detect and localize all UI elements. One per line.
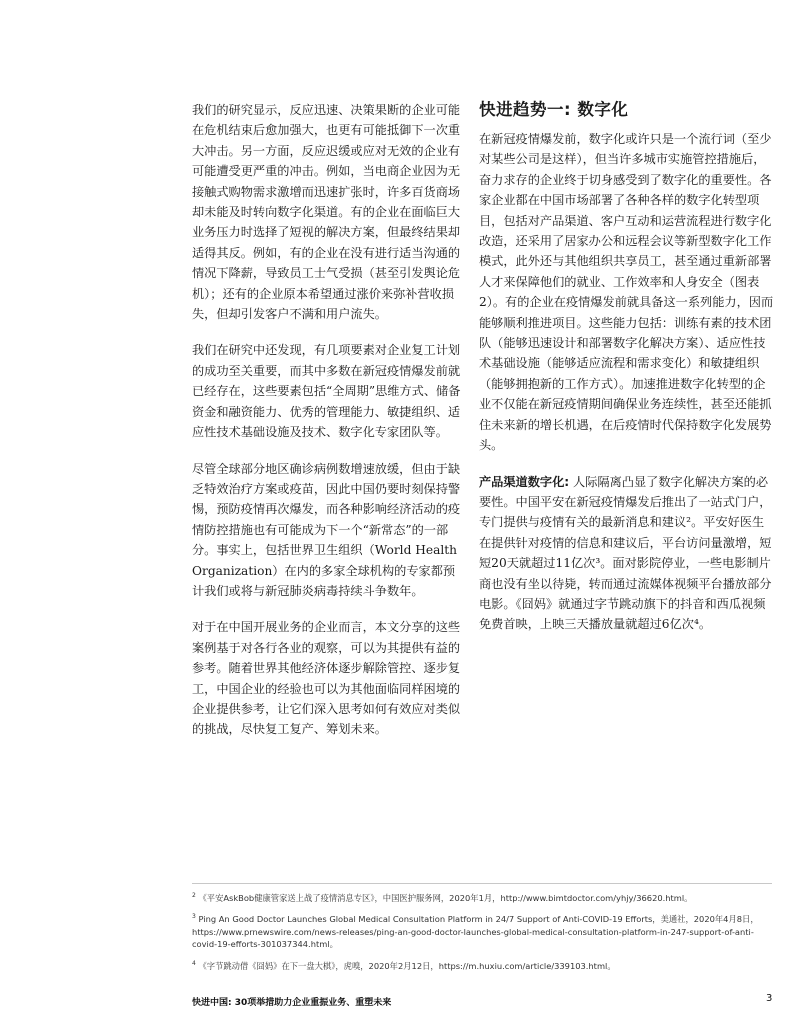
footnote-mark: 3 [192,913,196,921]
left-paragraph-2: 我们在研究中还发现，有几项要素对企业复工计划的成功至关重要，而其中多数在新冠疫情爆发前就已经存在，这些要素包括“全周期”思维方式、储备资金和融资能力、优秀的管理能力、敏捷组织、适应性技术基础设施及技术、数字化专家团队等。 [192,343,461,440]
paragraph-lead-label: 产品渠道数字化: [479,474,570,489]
footnote-text: Ping An Good Doctor Launches Global Medical Consultation Platform in 24/7 Support of Anti-COVID-19 Efforts，美通社，2020年4月8日，https://www.prnewswire.com/news-releases/ping-an-good-doctor-launches-global-medical-consultation-platform-in-247-support-of-anti-covid-19-efforts-301037344.html。 [192,914,759,950]
footnotes [192,883,772,979]
left-paragraph-4: 对于在中国开展业务的企业而言，本文分享的这些案例基于对各行各业的观察，可以为其提供有益的参考。随着世界其他经济体逐步解除管控、逐步复工，中国企业的经验也可以为其他面临同样困境的企业提供参考，让它们深入思考如何有效应对类似的挑战，尽快复工复产、筹划未来。 [192,620,461,737]
footnote-3 [192,911,772,950]
footnote-2 [192,890,772,904]
section-heading: 快进趋势一: 数字化 [479,100,629,119]
footer-title: 快进中国: 30项举措助力企业重振业务、重塑未来 [192,998,392,1008]
left-column [192,100,464,756]
left-paragraph-1: 我们的研究显示，反应迅速、决策果断的企业可能在危机结束后愈加强大，也更有可能抵御下一次重大冲击。另一方面，反应迟缓或应对无效的企业有可能遭受更严重的冲击。例如，当电商企业因为无接触式购物需求激增而迅速扩张时，许多百货商场却未能及时转向数字化渠道。有的企业在面临巨大业务压力时选择了短视的解决方案，但最终结果却适得其反。例如，有的企业在没有进行适当沟通的情况下降薪，导致员工士气受损（甚至引发舆论危机）；还有的企业原本希望通过涨价来弥补营收损失，但却引发客户不满和用户流失。 [192,103,461,322]
paragraph-body: 人际隔离凸显了数字化解决方案的必要性。中国平安在新冠疫情爆发后推出了一站式门户，专门提供与疫情有关的最新消息和建议²。平安好医生在提供针对疫情的信息和建议后，平台访问量激增，短短20天就超过11亿次³。面对影院停业，一些电影制片商也没有坐以待毙，转而通过流媒体视频平台播放部分电影。《囧妈》就通过字节跳动旗下的抖音和西瓜视频免费首映，上映三天播放量就超过6亿次⁴。 [479,474,772,632]
footnote-text: 《平安AskBob健康管家送上战了疫情消息专区》，中国医护服务网，2020年1月，http://www.bimtdoctor.com/yhjy/36620.html。 [198,892,693,903]
footnote-4 [192,958,772,972]
right-column [479,100,775,651]
page-number: 3 [766,993,773,1004]
footnote-mark: 4 [192,959,196,967]
footnote-mark: 2 [192,892,196,899]
left-paragraph-3: 尽管全球部分地区确诊病例数增速放缓，但由于缺乏特效治疗方案或疫苗，因此中国仍要时刻保持警惕，预防疫情再次爆发，而各种影响经济活动的疫情防控措施也有可能成为下一个“新常态”的一部分。事实上，包括世界卫生组织（World Health Organization）在内的多家全球机构的专家都预计我们或将与新冠肺炎病毒持续斗争数年。 [192,461,461,598]
right-paragraph-2 [479,472,775,635]
right-paragraph-1: 在新冠疫情爆发前，数字化或许只是一个流行词（至少对某些公司是这样），但当许多城市实施管控措施后，奋力求存的企业终于切身感受到了数字化的重要性。各家企业都在中国市场部署了各种各样的数字化转型项目，包括对产品渠道、客户互动和运营流程进行数字化改造，还采用了居家办公和远程会议等新型数字化工作模式，此外还与其他组织共享员工，甚至通过重新部署人才来保障他们的就业、工作效率和人身安全（图表2）。有的企业在疫情爆发前就具备这一系列能力，因而能够顺利推进项目。这些能力包括：训练有素的技术团队（能够迅速设计和部署数字化解决方案）、适应性技术基础设施（能够适应流程和需求变化）和敏捷组织（能够拥抱新的工作方式）。加速推进数字化转型的企业不仅能在新冠疫情期间确保业务连续性，甚至还能抓住未来新的增长机遇，在后疫情时代保持数字化发展势头。 [479,132,774,453]
footnote-text: 《字节跳动借《囧妈》在下一盘大棋》，虎嗅，2020年2月12日，https://m.huxiu.com/article/339103.html。 [198,960,616,971]
